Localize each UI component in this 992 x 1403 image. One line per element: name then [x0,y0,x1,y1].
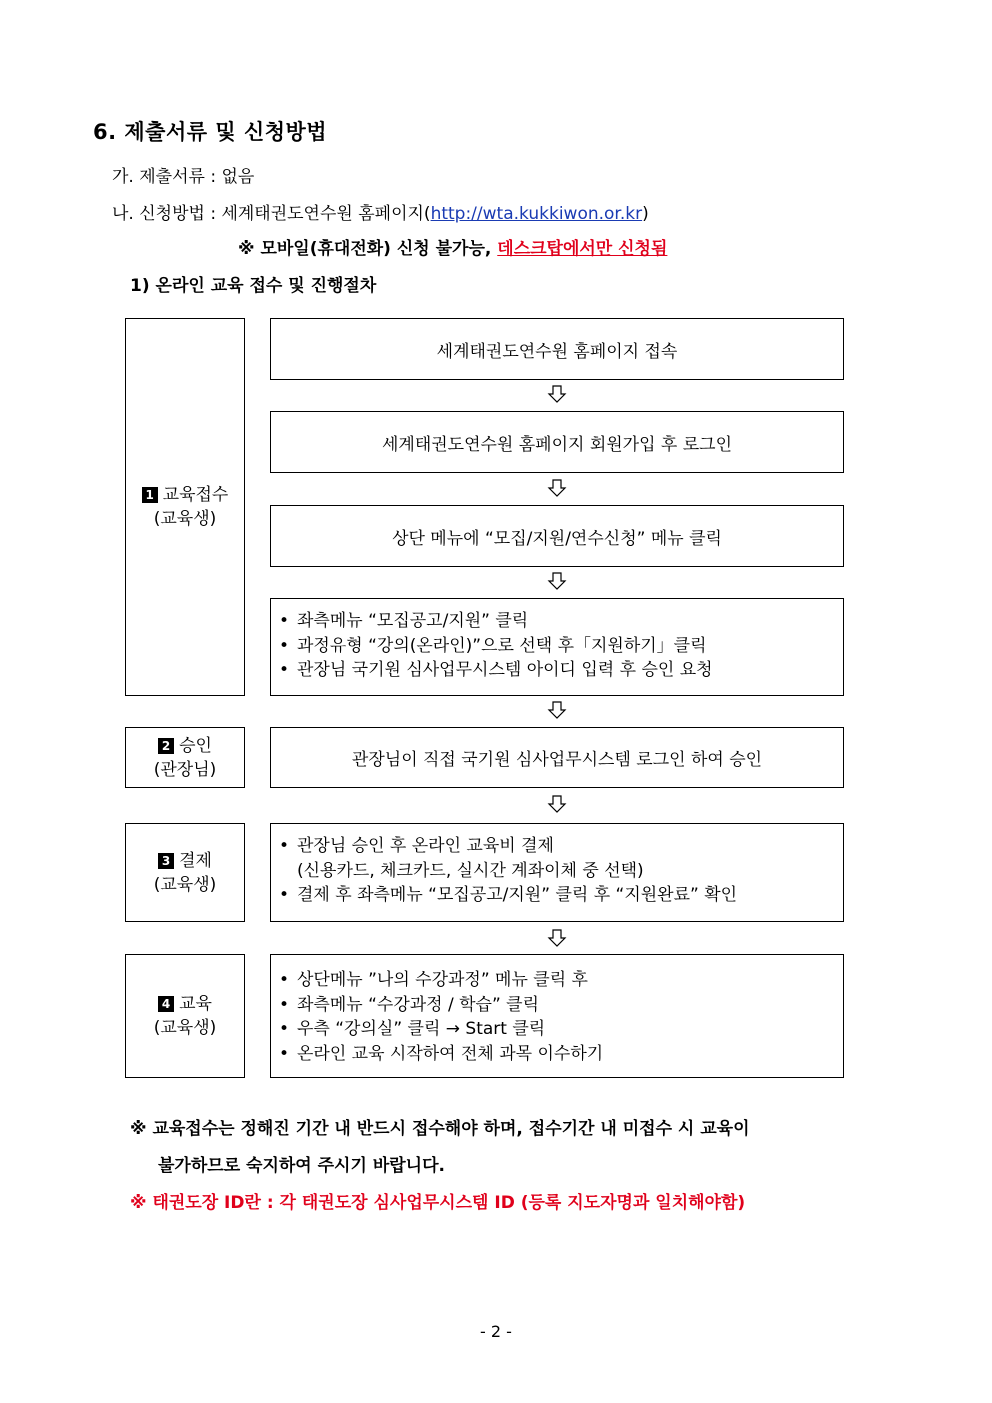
stage-label: 승인 [179,735,212,756]
stage-actor: (관장님) [153,759,217,780]
list-item: • 관장님 국기원 심사업무시스템 아이디 입력 후 승인 요청 [279,660,713,680]
stage-number-4: 4 [158,996,174,1012]
down-arrow-icon [547,700,567,720]
step-visit-homepage: 세계태권도연수원 홈페이지 접속 [270,318,844,380]
list-item: • 온라인 교육 시작하여 전체 과목 이수하기 [279,1043,604,1064]
stage-education [125,954,245,1078]
list-item: • 결제 후 좌측메뉴 “모집공고/지원” 클릭 후 “지원완료” 확인 [279,885,738,905]
stage-actor: (교육생) [153,509,217,529]
step-director-approval: 관장님이 직접 국기원 심사업무시스템 로그인 하여 승인 [270,727,844,788]
step-payment-details [270,823,844,922]
down-arrow-icon [547,571,567,591]
step-apply-details [270,598,844,696]
mobile-notice-text: ※ 모바일(휴대전화) 신청 불가능, [238,239,498,259]
desktop-only-highlight: 데스크탑에서만 신청됨 [497,239,668,259]
stage-actor: (교육생) [153,874,217,895]
down-arrow-icon [547,794,567,814]
footnote-dojang-id: ※ 태권도장 ID란 : 각 태권도장 심사업무시스템 ID (등록 지도자명과 일치해야함) [130,1193,746,1213]
step-signup-login: 세계태권도연수원 홈페이지 회원가입 후 로그인 [270,411,844,473]
stage-actor: (교육생) [153,1018,217,1038]
application-method-item [112,199,649,224]
down-arrow-icon [547,384,567,404]
stage-number-2: 2 [158,738,174,754]
list-item: • 관장님 승인 후 온라인 교육비 결제 [279,836,554,856]
list-item-continuation: (신용카드, 체크카드, 실시간 계좌이체 중 선택) [297,860,644,881]
footnote-deadline-continued: 불가하므로 숙지하여 주시기 바랍니다. [158,1156,445,1176]
required-documents-item: 가. 제출서류 : 없음 [112,167,255,187]
stage-approval [125,727,245,788]
section-title: 6. 제출서류 및 신청방법 [93,120,328,144]
page-number: - 2 - [480,1322,512,1341]
stage-label: 교육접수 [162,485,229,505]
step-education-details [270,954,844,1078]
homepage-link[interactable]: http://wta.kukkiwon.or.kr [430,204,643,224]
stage-number-1: 1 [142,487,158,503]
list-item: • 과정유형 “강의(온라인)”으로 선택 후「지원하기」클릭 [279,635,707,656]
list-item: • 좌측메뉴 “모집공고/지원” 클릭 [279,611,529,631]
down-arrow-icon [547,928,567,948]
footnote-deadline: ※ 교육접수는 정해진 기간 내 반드시 접수해야 하며, 접수기간 내 미접수 시 교육이 [130,1119,750,1139]
down-arrow-icon [547,478,567,498]
stage-payment [125,823,245,922]
stage-number-3: 3 [158,853,174,869]
stage-enrollment [125,318,245,696]
list-item: • 좌측메뉴 “수강과정 / 학습” 클릭 [279,994,540,1015]
stage-label: 결제 [179,850,212,871]
list-item: • 우측 “강의실” 클릭 → Start 클릭 [279,1019,546,1039]
stage-label: 교육 [179,994,212,1014]
mobile-notice [238,234,667,259]
step-top-menu-click: 상단 메뉴에 “모집/지원/연수신청” 메뉴 클릭 [270,505,844,567]
application-method-close: ) [642,204,649,224]
list-item: • 상단메뉴 ”나의 수강과정” 메뉴 클릭 후 [279,970,588,990]
application-method-text: 나. 신청방법 : 세계태권도연수원 홈페이지( [112,204,431,224]
procedure-subheading: 1) 온라인 교육 접수 및 진행절차 [130,276,377,296]
